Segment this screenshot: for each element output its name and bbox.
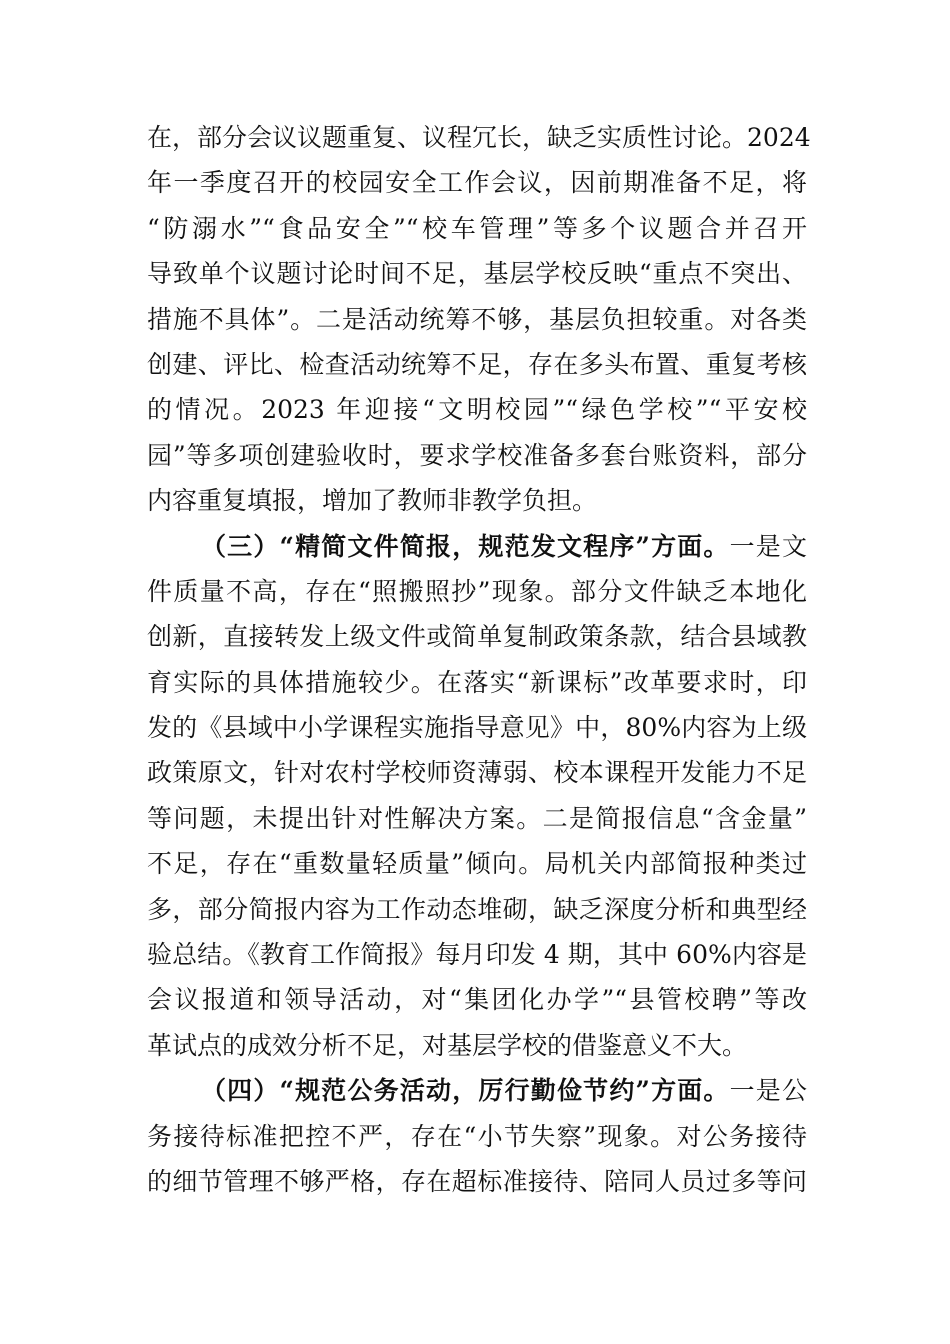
section-heading-line: [147, 524, 807, 569]
text-line: 育实际的具体措施较少。在落实“新课标”改革要求时，印: [147, 667, 807, 697]
text-line: 会议报道和领导活动，对“集团化办学”“县管校聘”等改: [147, 985, 807, 1015]
section-heading: （四）“规范公务活动，厉行勤俭节约”方面。: [201, 1076, 730, 1106]
text-line: 措施不具体”。二是活动统筹不够，基层负担较重。对各类: [147, 304, 807, 334]
text-line: 政策原文，针对农村学校师资薄弱、校本课程开发能力不足: [147, 758, 807, 788]
text-line: 的细节管理不够严格，存在超标准接待、陪同人员过多等问: [147, 1166, 807, 1196]
paragraph: [147, 115, 811, 524]
section-heading-line: [147, 1068, 807, 1113]
paragraph: [147, 1068, 807, 1204]
text-line: 多，部分简报内容为工作动态堆砌，缺乏深度分析和典型经: [147, 894, 807, 924]
text-line: 内容重复填报，增加了教师非教学负担。: [147, 486, 598, 516]
text-line: 不足，存在“重数量轻质量”倾向。局机关内部简报种类过: [147, 849, 807, 879]
text-run: 一是文: [729, 531, 807, 561]
text-line: 发的《县域中小学课程实施指导意见》中，80%内容为上级: [147, 713, 807, 743]
text-line: 务接待标准把控不严，存在“小节失察”现象。对公务接待: [147, 1121, 807, 1151]
text-line: “防溺水”“食品安全”“校车管理”等多个议题合并召开: [147, 213, 807, 243]
text-line: 创建、评比、检查活动统筹不足，存在多头布置、重复考核: [147, 349, 807, 379]
text-line: 验总结。《教育工作简报》每月印发 4 期，其中 60%内容是: [147, 940, 807, 970]
text-line: 在，部分会议议题重复、议程冗长，缺乏实质性讨论。2024: [147, 123, 811, 152]
section-heading: （三）“精简文件简报，规范发文程序”方面。: [201, 531, 730, 561]
document-body: [147, 115, 811, 1204]
text-line: 的情况。2023 年迎接“文明校园”“绿色学校”“平安校: [147, 395, 807, 425]
text-line: 革试点的成效分析不足，对基层学校的借鉴意义不大。: [147, 1030, 748, 1060]
text-run: 一是公: [729, 1076, 807, 1106]
text-line: 件质量不高，存在“照搬照抄”现象。部分文件缺乏本地化: [147, 576, 807, 606]
paragraph: [147, 524, 807, 1069]
text-line: 等问题，未提出针对性解决方案。二是简报信息“含金量”: [147, 803, 807, 833]
text-line: 园”等多项创建验收时，要求学校准备多套台账资料，部分: [147, 440, 807, 470]
text-line: 导致单个议题讨论时间不足，基层学校反映“重点不突出、: [147, 259, 807, 289]
text-line: 创新，直接转发上级文件或简单复制政策条款，结合县域教: [147, 622, 807, 652]
text-line: 年一季度召开的校园安全工作会议，因前期准备不足，将: [147, 168, 807, 198]
